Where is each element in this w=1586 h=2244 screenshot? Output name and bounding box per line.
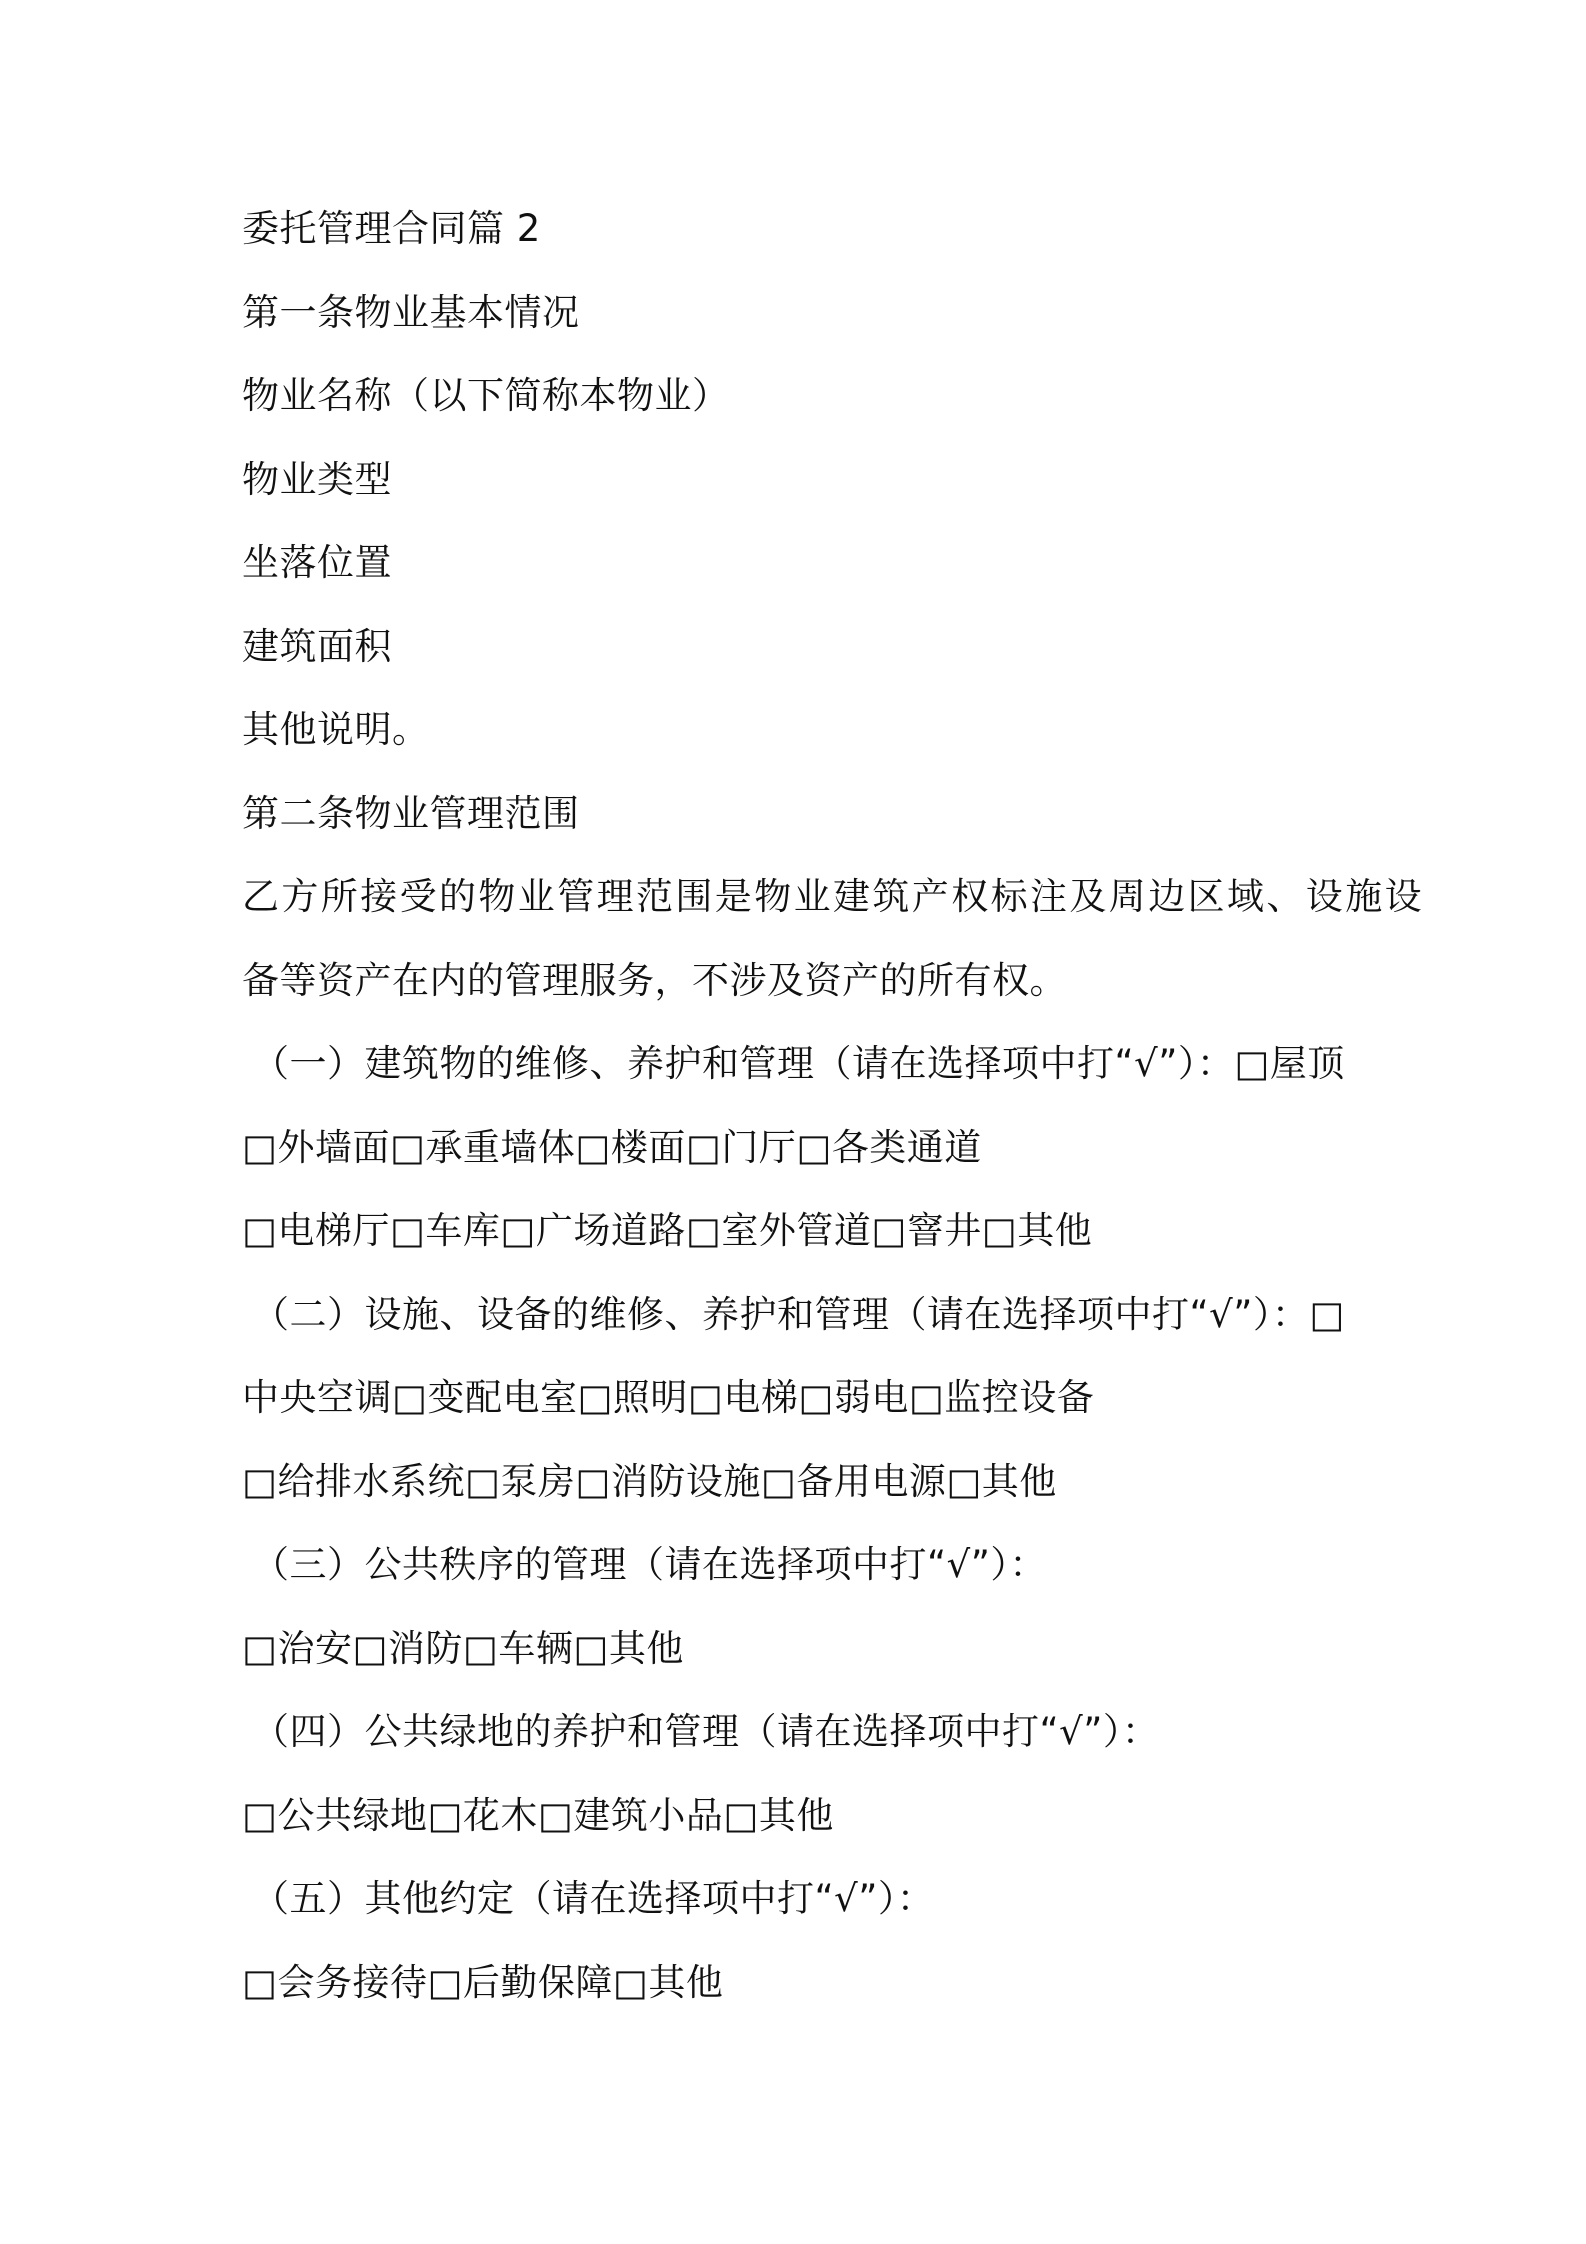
property-type-line: 物业类型 xyxy=(242,457,392,501)
scope-paragraph-line-2: 备等资产在内的管理服务，不涉及资产的所有权。 xyxy=(242,958,1067,1002)
other-notes-line: 其他说明。 xyxy=(242,708,430,751)
item-2-options-line-2: □给排水系统□泵房□消防设施□备用电源□其他 xyxy=(242,1459,1057,1503)
location-line: 坐落位置 xyxy=(242,541,392,584)
item-3-heading: （三）公共秩序的管理（请在选择项中打“√”）： xyxy=(252,1543,1047,1586)
document-title: 委托管理合同篇 2 xyxy=(242,207,541,250)
item-4-heading: （四）公共绿地的养护和管理（请在选择项中打“√”）： xyxy=(252,1710,1160,1753)
building-area-line: 建筑面积 xyxy=(242,624,392,668)
item-4-options: □公共绿地□花木□建筑小品□其他 xyxy=(242,1793,834,1837)
item-2-heading: （二）设施、设备的维修、养护和管理（请在选择项中打“√”）：□ xyxy=(252,1292,1345,1336)
item-5-heading: （五）其他约定（请在选择项中打“√”）： xyxy=(252,1877,935,1920)
property-name-line: 物业名称（以下简称本物业） xyxy=(242,374,730,417)
article-1-heading: 第一条物业基本情况 xyxy=(242,290,580,334)
item-1-options-line-1: □外墙面□承重墙体□楼面□门厅□各类通道 xyxy=(242,1125,982,1169)
item-5-options: □会务接待□后勤保障□其他 xyxy=(242,1960,724,2004)
item-2-options-line-1: 中央空调□变配电室□照明□电梯□弱电□监控设备 xyxy=(242,1376,1095,1419)
item-3-options: □治安□消防□车辆□其他 xyxy=(242,1626,684,1670)
scope-paragraph-line-1: 乙方所接受的物业管理范围是物业建筑产权标注及周边区域、设施设 xyxy=(242,875,1424,918)
article-2-heading: 第二条物业管理范围 xyxy=(242,791,580,835)
item-1-options-line-2: □电梯厅□车库□广场道路□室外管道□窨井□其他 xyxy=(242,1209,1093,1252)
document-body xyxy=(242,198,1424,2035)
item-1-heading: （一）建筑物的维修、养护和管理（请在选择项中打“√”）：□屋顶 xyxy=(252,1042,1345,1085)
